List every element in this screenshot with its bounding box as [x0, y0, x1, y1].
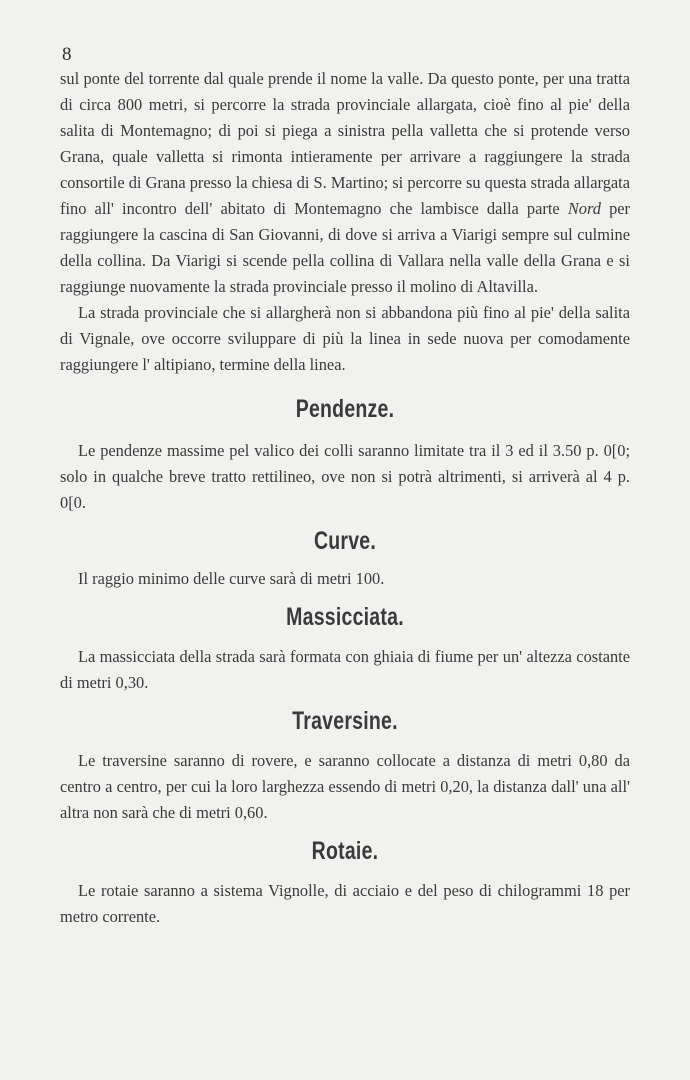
- heading-traversine: Traversine.: [292, 707, 398, 735]
- paragraph-curve: Il raggio minimo delle curve sarà di metri 100.: [78, 569, 385, 588]
- heading-curve: Curve.: [313, 527, 377, 555]
- heading-rotaie: Rotaie.: [311, 837, 379, 865]
- intro-text-part-2: per raggiungere la cascina di San Giovanni, di dove si arriva a Viarigi sempre sul culmine della collina. Da Viarigi si scende pella collina di Vallara nella valle della Grana e si raggiunge nuovamente la strada provinciale presso il molino di Altavilla.: [60, 199, 630, 296]
- paragraph-traversine: Le traversine saranno di rovere, e saranno collocate a distanza di metri 0,80 da centro a centro, per cui la loro larghezza essendo di metri 0,20, la distanza dall' una all' altra non sarà che di metri 0,60.: [60, 751, 630, 822]
- page-number: 8: [62, 44, 72, 65]
- heading-massicciata: Massicciata.: [286, 603, 404, 631]
- paragraph-rotaie: Le rotaie saranno a sistema Vignolle, di acciaio e del peso di chilogrammi 18 per metro corrente.: [60, 881, 630, 926]
- intro-text-part-1: sul ponte del torrente dal quale prende il nome la valle. Da questo ponte, per una tratta di circa 800 metri, si percorre la strada provinciale allargata, cioè fino al pie' della salita di Montemagno; di poi si piega a sinistra pella valletta che si protende verso Grana, quale valletta si rimonta intieramente per arrivare a raggiungere la strada consortile di Grana presso la chiesa di S. Martino; si percorre su questa strada allargata fino all' incontro dell' abitato di Montemagno che lambisce dalla parte: [60, 69, 630, 218]
- intro-paragraph-1: [60, 66, 630, 300]
- page-body: [60, 66, 630, 930]
- paragraph-pendenze: Le pendenze massime pel valico dei colli saranno limitate tra il 3 ed il 3.50 p. 0[0; solo in qualche breve tratto rettilineo, ove non si potrà altrimenti, si arriverà al 4 p. 0[0.: [60, 441, 630, 512]
- heading-pendenze: Pendenze.: [295, 395, 395, 423]
- intro-text-nord: Nord: [567, 199, 601, 218]
- intro-paragraph-2: La strada provinciale che si allargherà non si abbandona più fino al pie' della salita di Vignale, ove occorre sviluppare di più la linea in sede nuova per comodamente raggiungere l' altipiano, termine della linea.: [60, 303, 630, 374]
- paragraph-massicciata: La massicciata della strada sarà formata con ghiaia di fiume per un' altezza costante di metri 0,30.: [60, 647, 630, 692]
